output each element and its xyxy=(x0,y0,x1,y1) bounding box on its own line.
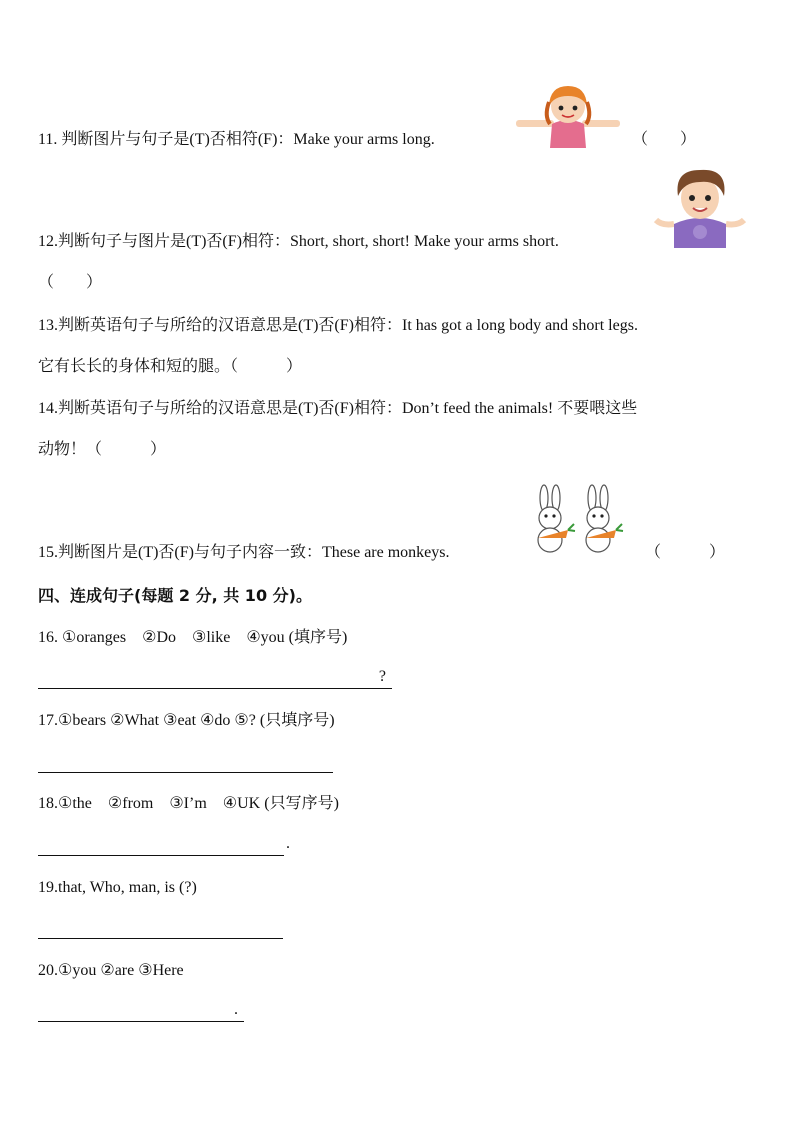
question-15-text: 15.判断图片是(T)否(F)与句子内容一致：These are monkeys. xyxy=(38,544,450,561)
question-18-answer-line[interactable] xyxy=(38,835,290,856)
question-19: 19.that, Who, man, is (?) xyxy=(38,879,197,896)
question-18-end-mark: . xyxy=(286,835,290,852)
question-16-end-mark: ? xyxy=(378,668,386,685)
question-13-line1: 13.判断英语句子与所给的汉语意思是(T)否(F)相符：It has got a long body and short legs. xyxy=(38,317,638,334)
question-12-text: 12.判断句子与图片是(T)否(F)相符：Short, short, short! Make your arms short. xyxy=(38,233,559,250)
question-17: 17.①bears ②What ③eat ④do ⑤? (只填序号) xyxy=(38,712,335,729)
question-14-line1: 14.判断英语句子与所给的汉语意思是(T)否(F)相符：Don’t feed the animals! 不要喂这些 xyxy=(38,400,638,417)
question-11-text: 11. 判断图片与句子是(T)否相符(F)：Make your arms long. xyxy=(38,131,435,148)
question-17-answer-line[interactable] xyxy=(38,752,333,773)
question-19-answer-line[interactable] xyxy=(38,918,283,939)
question-11-answer-paren[interactable]: （ ） xyxy=(632,131,697,148)
question-20: 20.①you ②are ③Here xyxy=(38,962,184,979)
question-12 xyxy=(38,232,559,252)
question-15 xyxy=(38,543,450,563)
question-14-line2[interactable]: 动物！（ ） xyxy=(38,441,167,458)
question-16: 16. ①oranges ②Do ③like ④you (填序号) xyxy=(38,629,348,646)
question-11 xyxy=(38,130,435,150)
question-13-line2[interactable]: 它有长长的身体和短的腿。（ ） xyxy=(38,358,303,375)
question-16-answer-line[interactable] xyxy=(38,668,392,689)
question-12-answer-paren[interactable]: （ ） xyxy=(38,274,103,291)
question-20-end-mark: . xyxy=(234,1001,238,1018)
question-20-answer-line[interactable] xyxy=(38,1001,244,1022)
question-15-answer-paren[interactable]: （ ） xyxy=(645,544,726,561)
section-4-heading: 四、连成句子(每题 2 分, 共 10 分)。 xyxy=(38,586,312,605)
question-18: 18.①the ②from ③I’m ④UK (只写序号) xyxy=(38,795,339,812)
rabbits-carrots-picture xyxy=(528,484,624,554)
boy-shrug-picture xyxy=(652,166,748,248)
girl-arms-out-picture xyxy=(516,84,620,148)
